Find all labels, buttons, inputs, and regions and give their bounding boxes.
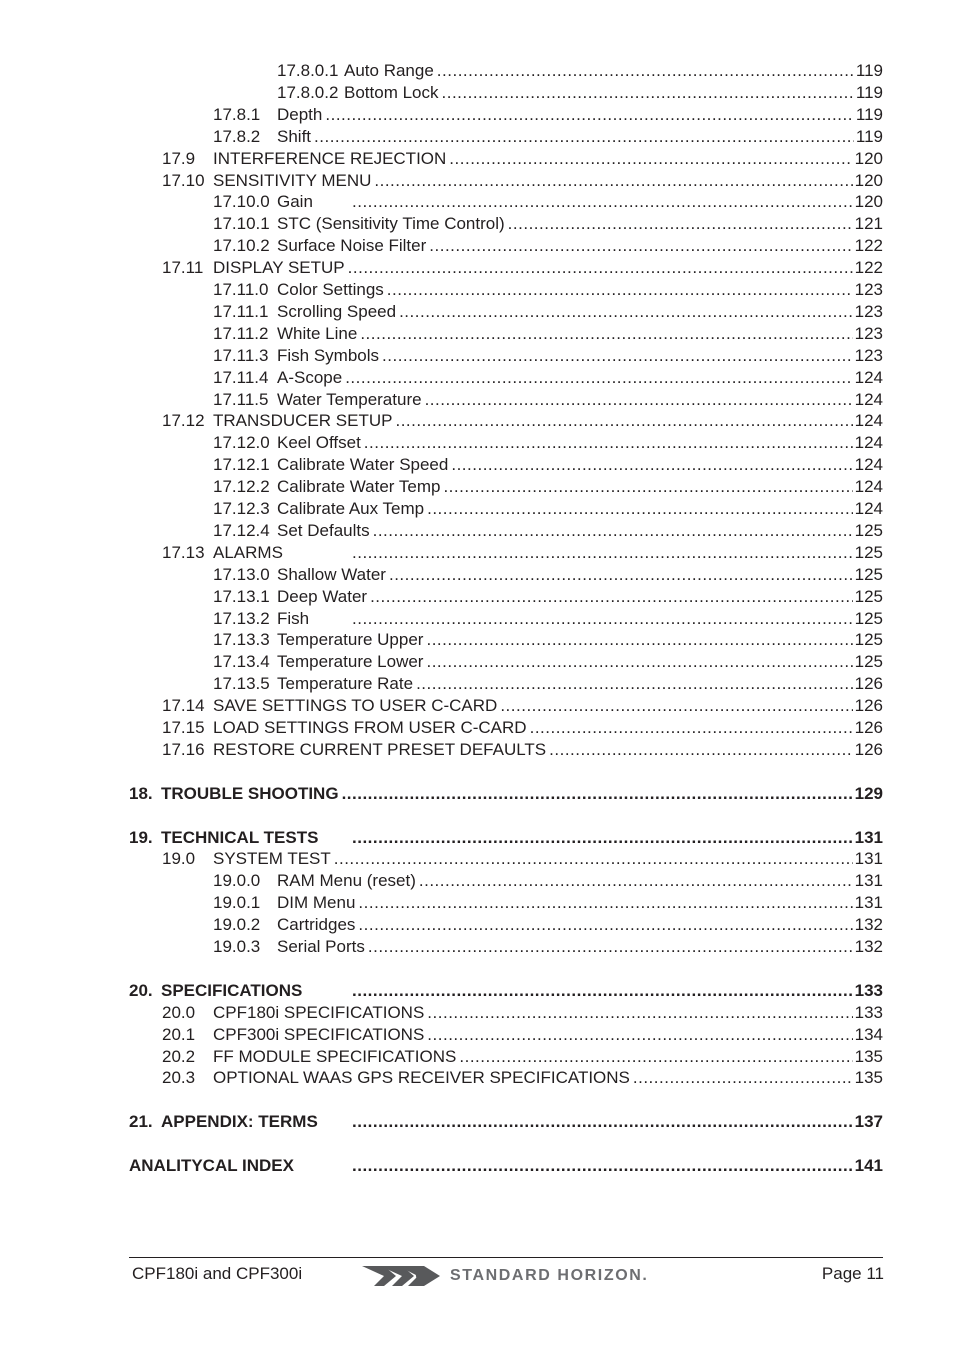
- toc-entry-number: 17.8.0.2: [277, 82, 339, 102]
- toc-leader-dots: [352, 191, 853, 213]
- toc-leader-dots: [334, 848, 853, 870]
- toc-entry-number: 17.13.1: [213, 586, 270, 606]
- toc-entry-page: 124: [854, 389, 883, 409]
- toc-entry-number: 17.12.0: [213, 433, 270, 453]
- toc-entry-page: 125: [854, 564, 883, 584]
- toc-entry-title: Temperature Upper: [277, 630, 424, 650]
- toc-entry-title: Shallow Water: [277, 564, 386, 584]
- toc-entry[interactable]: [213, 498, 883, 520]
- toc-entry-title: Calibrate Water Speed: [277, 455, 449, 475]
- toc-entry-title: CPF180i SPECIFICATIONS: [213, 1002, 425, 1022]
- toc-entry-page: 135: [854, 1046, 883, 1066]
- toc-entry-page: 119: [855, 61, 883, 80]
- toc-entry[interactable]: [213, 454, 883, 476]
- toc-entry[interactable]: [213, 564, 883, 586]
- toc-entry[interactable]: [213, 673, 883, 695]
- toc-entry-page: 132: [854, 915, 883, 935]
- toc-entry-title: DISPLAY SETUP: [213, 258, 345, 278]
- toc-entry-number: 17.11.3: [213, 345, 269, 365]
- toc-leader-dots: [429, 235, 852, 257]
- toc-entry[interactable]: [213, 213, 883, 235]
- toc-leader-dots: [364, 432, 853, 454]
- toc-entry[interactable]: [213, 104, 883, 126]
- toc-entry-title: Calibrate Water Temp: [277, 477, 441, 497]
- toc-entry-page: 133: [854, 980, 883, 1000]
- toc-entry-page: 126: [854, 718, 883, 737]
- toc-entry-number: 17.8.0.1: [277, 61, 339, 80]
- toc-entry-number: 17.8.1: [213, 104, 261, 124]
- toc-entry[interactable]: [162, 170, 883, 192]
- toc-entry-number: 17.12.3: [213, 499, 270, 518]
- toc-entry-number: 20.3: [162, 1068, 196, 1088]
- toc-entry-title: INTERFERENCE REJECTION: [213, 148, 447, 168]
- toc-entry-title: SYSTEM TEST: [213, 849, 331, 869]
- toc-entry-page: 131: [854, 871, 883, 891]
- toc-entry-page: 125: [854, 586, 883, 606]
- toc-entry-page: 123: [854, 323, 883, 343]
- toc-leader-dots: [352, 542, 853, 564]
- toc-entry[interactable]: [129, 1155, 883, 1177]
- toc-entry[interactable]: [213, 367, 883, 389]
- toc-entry-title: Surface Noise Filter: [277, 236, 427, 256]
- toc-entry-number: 17.10.2: [213, 236, 270, 256]
- toc-entry-page: 122: [854, 236, 883, 256]
- toc-entry-title: Deep Water: [277, 586, 368, 606]
- toc-entry[interactable]: [162, 717, 883, 739]
- toc-entry[interactable]: [213, 914, 883, 936]
- toc-entry-title: A-Scope: [277, 367, 343, 387]
- toc-entry-page: 131: [854, 827, 883, 847]
- toc-entry[interactable]: [162, 1002, 883, 1024]
- toc-entry-number: 17.12: [162, 411, 205, 431]
- toc-leader-dots: [530, 717, 853, 739]
- toc-entry-number: 17.11.1: [213, 301, 269, 321]
- toc-entry-number: 17.9: [162, 148, 196, 168]
- toc-entry[interactable]: [213, 586, 883, 608]
- toc-leader-dots: [549, 739, 852, 761]
- toc-entry-number: 19.0.1: [213, 893, 261, 913]
- toc-entry-title: Calibrate Aux Temp: [277, 499, 425, 518]
- brand-logo: [362, 1263, 712, 1289]
- toc-leader-dots: [345, 367, 852, 389]
- toc-entry-number: 17.11.2: [213, 323, 269, 343]
- toc-entry-number: 19.0: [162, 849, 196, 869]
- toc-entry-page: 125: [854, 520, 883, 540]
- toc-leader-dots: [633, 1067, 853, 1089]
- footer-model: CPF180i and CPF300i: [132, 1264, 303, 1283]
- toc-entry-title: Depth: [277, 104, 323, 124]
- toc-entry-page: 120: [854, 192, 883, 212]
- toc-leader-dots: [442, 82, 854, 104]
- toc-entry-page: 123: [854, 301, 883, 321]
- toc-entry-title: Serial Ports: [277, 937, 365, 956]
- toc-leader-dots: [352, 608, 853, 630]
- toc-entry-title: TECHNICAL TESTS: [161, 827, 319, 847]
- toc-entry-number: 19.0.2: [213, 915, 261, 935]
- toc-entry-page: 126: [854, 739, 883, 759]
- toc-entry-number: 17.11: [162, 258, 204, 278]
- toc-entry-page: 125: [854, 652, 883, 672]
- toc-leader-dots: [352, 827, 853, 849]
- toc-leader-dots: [370, 586, 853, 608]
- toc-entry-page: 120: [854, 170, 883, 190]
- toc-entry-number: 17.8.2: [213, 126, 261, 146]
- toc-entry[interactable]: [277, 82, 883, 104]
- toc-entry-number: 17.12.1: [213, 455, 270, 475]
- toc-entry-page: 124: [854, 433, 883, 453]
- toc-leader-dots: [395, 410, 852, 432]
- toc-entry-title: RAM Menu (reset): [277, 871, 416, 891]
- toc-entry-title: Auto Range: [344, 61, 434, 80]
- toc-leader-dots: [348, 257, 853, 279]
- toc-entry-page: 124: [854, 499, 883, 518]
- toc-leader-dots: [451, 454, 852, 476]
- toc-entry[interactable]: [277, 60, 883, 82]
- toc-entry[interactable]: [213, 345, 883, 367]
- toc-leader-dots: [427, 1024, 852, 1046]
- toc-leader-dots: [399, 301, 853, 323]
- toc-entry[interactable]: [213, 432, 883, 454]
- toc-entry-number: 17.11.0: [213, 280, 269, 299]
- toc-leader-dots: [459, 1046, 852, 1068]
- toc-entry-page: 124: [854, 411, 883, 431]
- toc-entry-page: 124: [854, 477, 883, 497]
- toc-entry-number: 17.13.5: [213, 674, 270, 694]
- toc-entry-page: 125: [854, 608, 883, 628]
- toc-entry-page: 123: [854, 345, 883, 365]
- toc-entry[interactable]: [213, 892, 883, 914]
- toc-entry-number: 17.10: [162, 170, 205, 190]
- toc-entry-page: 134: [854, 1024, 883, 1044]
- toc-leader-dots: [389, 564, 853, 586]
- toc-entry-title: Fish: [277, 608, 310, 628]
- toc-leader-dots: [426, 651, 852, 673]
- toc-entry[interactable]: [213, 279, 883, 301]
- toc-entry-page: 126: [854, 696, 883, 716]
- toc-entry[interactable]: [213, 235, 883, 257]
- toc-entry-page: 122: [854, 258, 883, 278]
- toc-entry[interactable]: [162, 739, 883, 761]
- toc-entry[interactable]: [213, 651, 883, 673]
- toc-entry-number: 17.12.4: [213, 520, 270, 540]
- toc-entry[interactable]: [129, 827, 883, 849]
- toc-entry[interactable]: [162, 148, 883, 170]
- toc-entry-title: CPF300i SPECIFICATIONS: [213, 1024, 425, 1044]
- toc-entry[interactable]: [162, 542, 883, 564]
- toc-leader-dots: [360, 323, 852, 345]
- toc-entry[interactable]: [162, 1046, 883, 1068]
- toc-entry-page: 131: [854, 849, 883, 869]
- toc-entry-title: SAVE SETTINGS TO USER C-CARD: [213, 696, 498, 716]
- toc-entry-number: 17.11.4: [213, 367, 269, 387]
- toc-entry-title: SENSITIVITY MENU: [213, 170, 372, 190]
- toc-leader-dots: [373, 520, 853, 542]
- toc-entry[interactable]: [162, 1024, 883, 1046]
- toc-entry-title: ALARMS: [213, 542, 283, 562]
- toc-entry[interactable]: [162, 695, 883, 717]
- toc-entry-number: 19.0.0: [213, 871, 261, 891]
- toc-entry-title: SPECIFICATIONS: [161, 980, 303, 1000]
- toc-entry-title: Color Settings: [277, 280, 384, 299]
- toc-entry-number: 20.1: [162, 1024, 196, 1044]
- brand-mark-icon: [362, 1264, 442, 1288]
- toc-entry-page: 125: [854, 542, 883, 562]
- toc-entry-page: 119: [855, 126, 883, 146]
- toc-entry-number: 17.14: [162, 696, 205, 716]
- toc-leader-dots: [449, 148, 852, 170]
- toc-entry[interactable]: [129, 783, 883, 805]
- toc-entry-page: 141: [854, 1156, 883, 1175]
- toc-entry-number: 17.13: [162, 542, 205, 562]
- toc-leader-dots: [443, 476, 852, 498]
- toc-entry[interactable]: [129, 980, 883, 1002]
- toc-entry-title: TROUBLE SHOOTING: [161, 783, 339, 803]
- toc-leader-dots: [325, 104, 854, 126]
- toc-entry[interactable]: [162, 410, 883, 432]
- toc-entry-page: 119: [855, 104, 883, 124]
- toc-entry-number: 17.10.1: [213, 214, 270, 234]
- toc-entry-number: 17.16: [162, 739, 205, 759]
- toc-entry[interactable]: [213, 301, 883, 323]
- toc-entry-title: STC (Sensitivity Time Control): [277, 214, 505, 234]
- toc-leader-dots: [358, 914, 852, 936]
- toc-entry-number: 20.: [129, 980, 153, 1000]
- toc-entry-page: 126: [854, 674, 883, 694]
- toc-entry-page: 121: [854, 214, 883, 234]
- toc-entry-title: DIM Menu: [277, 893, 356, 913]
- toc-entry-title: RESTORE CURRENT PRESET DEFAULTS: [213, 739, 547, 759]
- toc-leader-dots: [416, 673, 853, 695]
- toc-leader-dots: [427, 498, 853, 520]
- toc-entry-number: 21.: [129, 1112, 153, 1132]
- toc-entry-title: Shift: [277, 126, 312, 146]
- toc-leader-dots: [358, 892, 852, 914]
- toc-leader-dots: [368, 936, 853, 958]
- toc-entry-number: 18.: [129, 783, 153, 803]
- toc-entry-number: 19.: [129, 827, 153, 847]
- toc-leader-dots: [352, 980, 853, 1002]
- toc-entry-title: Bottom Lock: [344, 82, 439, 102]
- toc-leader-dots: [314, 126, 854, 148]
- toc-entry-title: Temperature Rate: [277, 674, 414, 694]
- toc-entry-page: 120: [854, 148, 883, 168]
- toc-entry-page: 129: [854, 783, 883, 803]
- toc-leader-dots: [426, 629, 852, 651]
- toc-leader-dots: [425, 389, 853, 411]
- toc-entry[interactable]: [213, 476, 883, 498]
- toc-leader-dots: [508, 213, 853, 235]
- toc-entry-number: 17.13.2: [213, 608, 270, 628]
- toc-leader-dots: [352, 1111, 853, 1133]
- toc-entry[interactable]: [213, 520, 883, 542]
- toc-entry-page: 123: [854, 280, 883, 299]
- toc-entry-title: Water Temperature: [277, 389, 422, 409]
- toc-entry-number: 17.10.0: [213, 192, 270, 212]
- toc-entry-title: Fish Symbols: [277, 345, 380, 365]
- toc-entry-title: FF MODULE SPECIFICATIONS: [213, 1046, 457, 1066]
- brand-name: STANDARD HORIZON.: [450, 1267, 649, 1284]
- toc-entry-page: 119: [855, 82, 883, 102]
- toc-entry-title: Scrolling Speed: [277, 301, 397, 321]
- toc-entry[interactable]: [213, 608, 883, 630]
- toc-entry-number: 20.0: [162, 1002, 196, 1022]
- toc-entry-page: 131: [854, 893, 883, 913]
- toc-entry[interactable]: [213, 936, 883, 958]
- toc-entry[interactable]: [213, 323, 883, 345]
- toc-entry-title: LOAD SETTINGS FROM USER C-CARD: [213, 718, 527, 737]
- toc-leader-dots: [419, 870, 853, 892]
- toc-entry-title: Cartridges: [277, 915, 356, 935]
- toc-entry[interactable]: [213, 629, 883, 651]
- toc-entry[interactable]: [213, 389, 883, 411]
- toc-entry-number: 17.13.4: [213, 652, 270, 672]
- toc-entry-title: White Line: [277, 323, 358, 343]
- toc-entry-title: ANALITYCAL INDEX: [129, 1156, 294, 1175]
- toc-leader-dots: [427, 1002, 852, 1024]
- toc-entry-number: 19.0.3: [213, 937, 261, 956]
- toc-leader-dots: [374, 170, 852, 192]
- toc-entry[interactable]: [129, 1111, 883, 1133]
- toc-entry-page: 125: [854, 630, 883, 650]
- toc-entry-page: 124: [854, 455, 883, 475]
- toc-entry[interactable]: [213, 191, 883, 213]
- toc-leader-dots: [500, 695, 852, 717]
- toc-leader-dots: [387, 279, 853, 301]
- toc-entry-page: 137: [854, 1112, 883, 1132]
- toc-entry-page: 124: [854, 367, 883, 387]
- toc-entry[interactable]: [213, 126, 883, 148]
- toc-entry-title: Temperature Lower: [277, 652, 424, 672]
- toc-leader-dots: [437, 60, 854, 82]
- footer-rule: [129, 1257, 883, 1258]
- toc-entry-title: TRANSDUCER SETUP: [213, 411, 393, 431]
- toc-entry-page: 135: [854, 1068, 883, 1088]
- toc-entry-number: 17.13.3: [213, 630, 270, 650]
- toc-entry-number: 20.2: [162, 1046, 196, 1066]
- toc-entry[interactable]: [162, 1067, 883, 1089]
- toc-entry-page: 132: [854, 937, 883, 956]
- toc-entry-number: 17.13.0: [213, 564, 270, 584]
- toc-entry-title: Set Defaults: [277, 520, 370, 540]
- toc-entry-title: Gain: [277, 192, 313, 212]
- toc-entry-number: 17.15: [162, 718, 205, 737]
- toc-entry[interactable]: [213, 870, 883, 892]
- toc-leader-dots: [342, 783, 853, 805]
- footer-page-number: Page 11: [821, 1264, 884, 1283]
- toc-entry-page: 133: [854, 1002, 883, 1022]
- toc-leader-dots: [352, 1155, 853, 1177]
- toc-entry-title: APPENDIX: TERMS: [161, 1112, 318, 1132]
- toc-leader-dots: [382, 345, 853, 367]
- toc-entry[interactable]: [162, 257, 883, 279]
- toc-entry-title: Keel Offset: [277, 433, 361, 453]
- toc-entry[interactable]: [162, 848, 883, 870]
- toc-entry-number: 17.11.5: [213, 389, 269, 409]
- toc-entry-title: OPTIONAL WAAS GPS RECEIVER SPECIFICATIONS: [213, 1068, 630, 1088]
- toc-entry-number: 17.12.2: [213, 477, 270, 497]
